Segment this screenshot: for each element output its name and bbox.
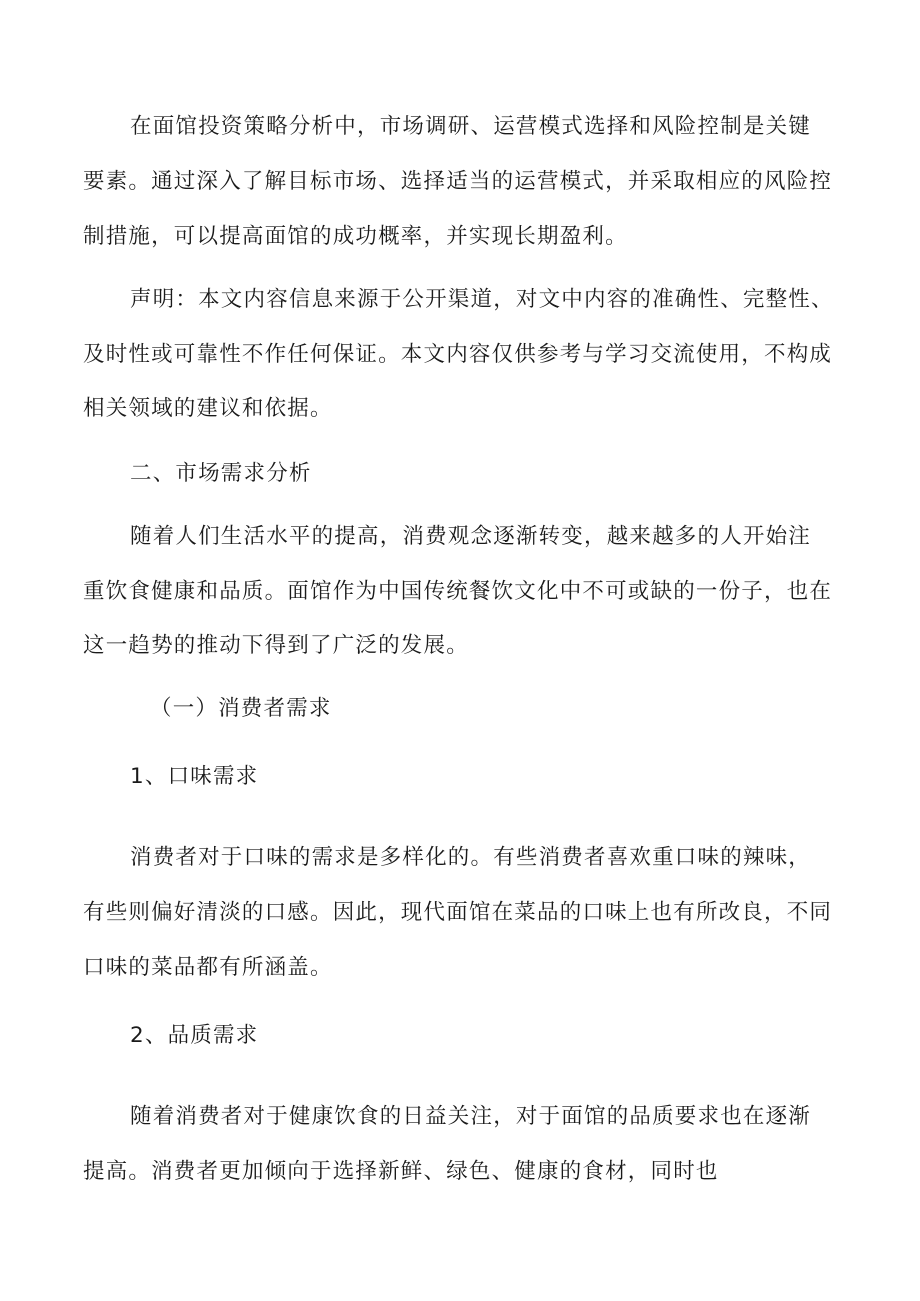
section-heading: 二、市场需求分析 [130, 461, 312, 486]
paragraph-3-line-2: 重饮食健康和品质。面馆作为中国传统餐饮文化中不可或缺的一份子，也在 [83, 579, 833, 604]
paragraph-2-line-2: 及时性或可靠性不作任何保证。本文内容仅供参考与学习交流使用，不构成 [83, 342, 833, 367]
paragraph-4-line-1: 消费者对于口味的需求是多样化的。有些消费者喜欢重口味的辣味， [130, 845, 812, 870]
paragraph-3-line-1: 随着人们生活水平的提高，消费观念逐渐转变，越来越多的人开始注 [130, 524, 812, 549]
paragraph-5-line-1: 随着消费者对于健康饮食的日益关注，对于面馆的品质要求也在逐渐 [130, 1104, 812, 1129]
paragraph-5-line-2: 提高。消费者更加倾向于选择新鲜、绿色、健康的食材，同时也 [83, 1159, 719, 1184]
item-1-heading: 1、口味需求 [130, 764, 259, 789]
paragraph-1-line-2: 要素。通过深入了解目标市场、选择适当的运营模式，并采取相应的风险控 [83, 169, 833, 194]
subsection-heading: （一）消费者需求 [150, 696, 332, 721]
paragraph-4-line-2: 有些则偏好清淡的口感。因此，现代面馆在菜品的口味上也有所改良，不同 [83, 900, 833, 925]
paragraph-2-line-3: 相关领域的建议和依据。 [83, 396, 333, 421]
paragraph-2-line-1: 声明：本文内容信息来源于公开渠道，对文中内容的准确性、完整性、 [130, 287, 834, 312]
item-2-heading: 2、品质需求 [130, 1023, 259, 1048]
paragraph-1-line-1: 在面馆投资策略分析中，市场调研、运营模式选择和风险控制是关键 [130, 114, 812, 139]
paragraph-1-line-3: 制措施，可以提高面馆的成功概率，并实现长期盈利。 [83, 224, 628, 249]
paragraph-3-line-3: 这一趋势的推动下得到了广泛的发展。 [83, 633, 469, 658]
paragraph-4-line-3: 口味的菜品都有所涵盖。 [83, 955, 333, 980]
